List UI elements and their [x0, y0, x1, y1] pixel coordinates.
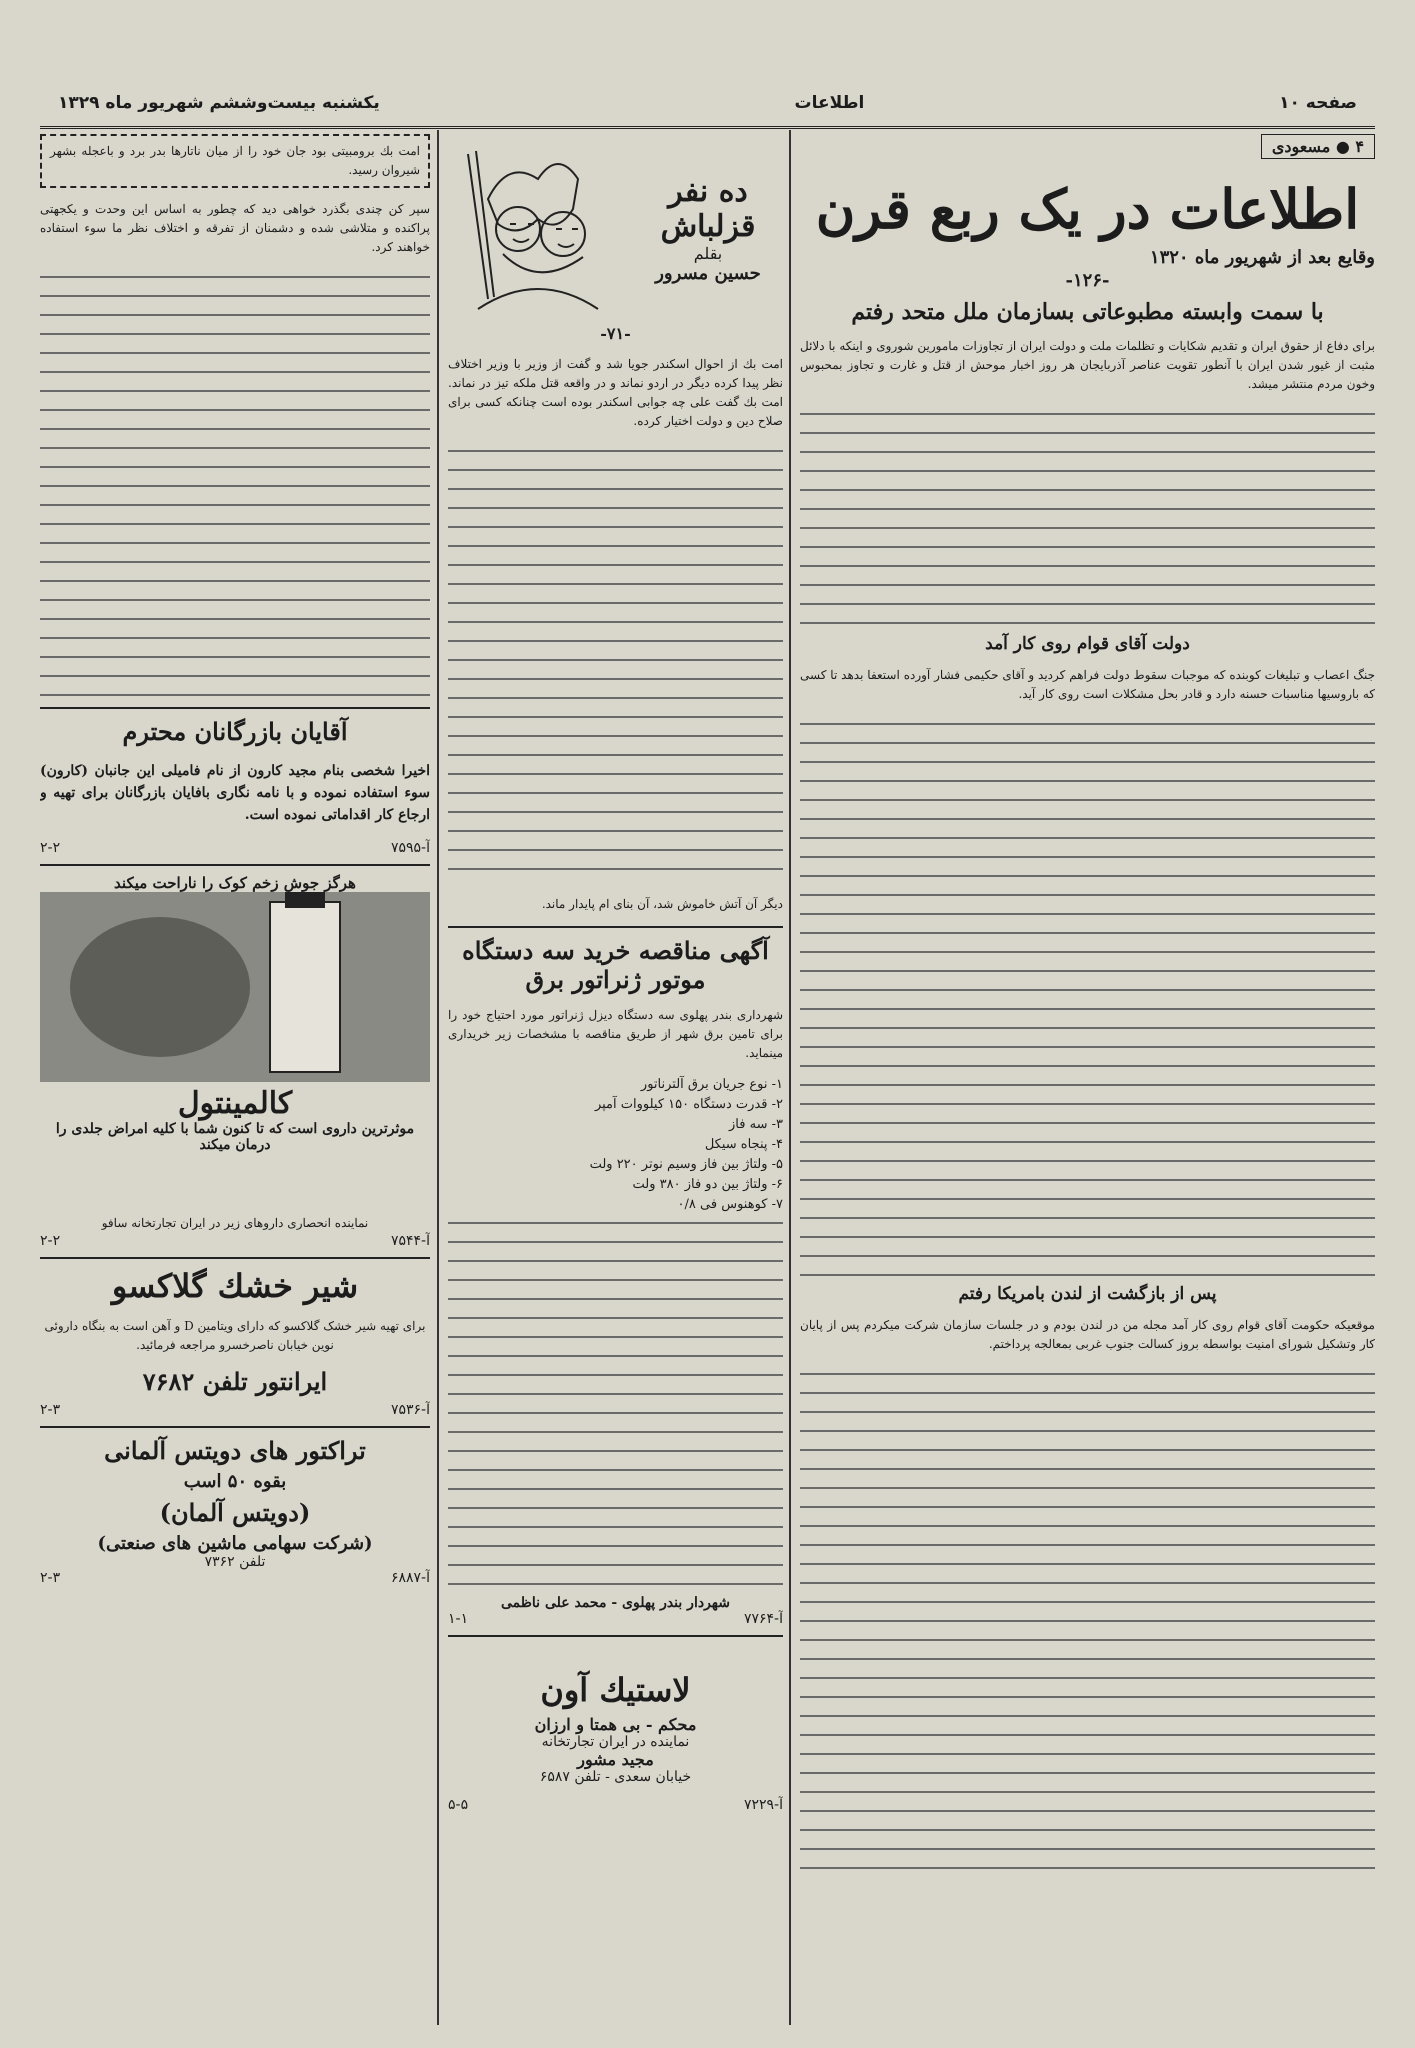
- ad-code-b: ۲-۳: [40, 1402, 61, 1418]
- page-number: صفحه ۱۰: [1279, 93, 1357, 113]
- ad-code-b: ۲-۲: [40, 840, 61, 856]
- middle-column: [448, 134, 783, 2025]
- calmine-ad: [40, 874, 430, 1214]
- lastic-ad: [448, 1645, 783, 1813]
- ad-code: [40, 1570, 430, 1586]
- ad-code: [448, 1611, 783, 1627]
- issue-date: یکشنبه بیست‌وششم شهریور ماه ۱۳۲۹: [58, 93, 380, 113]
- calmine-illustration-icon: [40, 892, 430, 1082]
- ad-code-a: آ-۶۸۸۷: [390, 1570, 430, 1586]
- ad-code-a: آ-۷۵۹۵: [390, 840, 430, 856]
- calmine-slogan: موثرترین داروی است که تا کنون شما با کلیه امراض جلدی را درمان میکند: [55, 1121, 415, 1153]
- lastic-line3: مجید مشور: [577, 1750, 654, 1769]
- list-item: ۵- ولتاژ بین فاز وسیم نوتر ۲۲۰ ولت: [589, 1157, 783, 1172]
- calmine-brand: کالمینتول: [177, 1086, 293, 1121]
- newspaper-page: [40, 80, 1375, 2035]
- article-continuation: [800, 716, 1375, 1276]
- merchant-notice: [40, 717, 430, 856]
- column-rule: [437, 130, 439, 2025]
- article-body-3: موقعیکه حکومت آقای قوام روی کار آمد مجله من در لندن بودم و در جلسات سازمان شرکت میکردم پس از پایان کار وتشکیل شورای امنیت بواسطه بروز کسالت جنوب غربی بمعالجه پرداختم.: [800, 1318, 1375, 1351]
- milk-phone: ایرانتور تلفن ۷۶۸۲: [142, 1367, 328, 1396]
- page-header: [40, 80, 1375, 129]
- column-rule: [789, 130, 791, 2025]
- subhead-2: دولت آقای قوام روی کار آمد: [985, 634, 1190, 654]
- lastic-line4: خیابان سعدی - تلفن ۶۵۸۷: [539, 1769, 692, 1785]
- ad-code-b: ۱-۱: [448, 1611, 469, 1627]
- paper-name: اطلاعات: [794, 93, 865, 113]
- list-item: ۱- نوع جریان برق آلترناتور: [640, 1077, 783, 1092]
- episode-number: -۷۱-: [600, 324, 631, 343]
- tractor-power: بقوه ۵۰ اسب: [183, 1471, 287, 1492]
- author-name: حسین مسرور: [655, 263, 761, 284]
- ad-code: [40, 1233, 430, 1249]
- ad-code-b: ۲-۲: [40, 1233, 61, 1249]
- story-continuation: [40, 269, 430, 699]
- ad-code-b: ۵-۵: [448, 1797, 469, 1813]
- story-text-left: سپر کن چندی بگذرد خواهی دید که چطور به اساس این وحدت و یکجهتی پراکنده و متلاشی شده و دشمنان از تفرقه و اختلاف نظر ما سوء استفاده خواهند کرد.: [40, 202, 430, 254]
- article-body-1: برای دفاع از حقوق ایران و تقدیم شکایات و تظلمات ملت و دولت ایران از تجاوزات مامورین شوروی و اینکه با دلائل مثبت از غیور شدن ایران با آنطور تقویت عناصر آذربایجان هر روز اخبار موحش از قتل و غارت و تجاوز بمحبوس وخون مردم منتشر میشد.: [800, 339, 1375, 391]
- ad-code: [40, 1402, 430, 1418]
- milk-ad: [40, 1267, 430, 1418]
- intro-box: امت بك برومبیتی بود جان خود را از میان ناتارها بدر برد و باعجله بشهر شیروان رسید.: [40, 134, 430, 188]
- list-item: ۴- پنجاه سیکل: [704, 1137, 783, 1152]
- events-line: وقایع بعد از شهریور ماه ۱۳۲۰: [1149, 247, 1375, 268]
- tractor-company: (شرکت سهامی ماشین های صنعتی): [97, 1533, 373, 1554]
- tractor-brand: (دویتس آلمان): [159, 1498, 311, 1527]
- milk-title: شیر خشك گلاکسو: [111, 1267, 359, 1305]
- warriors-illustration-icon: [448, 139, 618, 319]
- ad-code-a: آ-۷۷۶۴: [743, 1611, 783, 1627]
- tender-title: آگهی مناقصه خرید سه دستگاه موتور ژنراتور برق: [462, 936, 769, 994]
- tractor-title: تراکتور های دویتس آلمانی: [104, 1436, 366, 1465]
- lastic-title: لاستیك آون: [540, 1671, 691, 1709]
- article-continuation: [800, 1366, 1375, 1886]
- tender-intro: شهرداری بندر پهلوی سه دستگاه دیزل ژنراتور مورد احتیاج خود را برای تامین برق شهر از طریق مناقصه با مشخصات زیر خریداری مینماید.: [448, 1008, 783, 1060]
- tender-ad: [448, 936, 783, 1627]
- story-end: دیگر آن آتش خاموش شد، آن بنای ام پایدار ماند.: [541, 897, 783, 911]
- author-label: بقلم: [693, 244, 723, 263]
- serial-title: ده نفر قزلباش: [660, 174, 756, 244]
- ad-code-b: ۲-۳: [40, 1570, 61, 1586]
- article-continuation: [800, 406, 1375, 626]
- serial-tag: ۴ ● مسعودی: [1261, 134, 1375, 159]
- issue-number: -۱۲۶-: [1065, 270, 1110, 291]
- ad-code-a: آ-۷۵۳۶: [390, 1402, 430, 1418]
- headline-1: با سمت وابسته مطبوعاتی بسازمان ملل متحد رفتم: [851, 299, 1324, 325]
- ad-code: [40, 840, 430, 856]
- masthead: اطلاعات در یک ربع قرن: [815, 177, 1360, 241]
- list-item: ۶- ولتاژ بین دو فاز ۳۸۰ ولت: [632, 1177, 783, 1192]
- tender-signature: شهردار بندر پهلوی - محمد علی ناظمی: [501, 1595, 730, 1611]
- story-text: امت بك از احوال اسکندر جویا شد و گفت از وزیر با وزیر اختلاف نظر پیدا کرده دیگر در اردو نماند و در واقعه قتل ملکه تیز در نماند. امت بك گفت علی چه جوابی اسکندر بوده است چنانکه کسی برای صلاح دین و دولت اختیار کرده.: [448, 357, 783, 428]
- serial-banner: [448, 134, 783, 324]
- notice-text: اخیرا شخصی بنام مجید کارون از نام فامیلی این جانبان (کارون) سوء استفاده نموده و با نامه نگاری بافایان بازرگانان برای تهیه و ارجاع کار اقداماتی نموده است.: [40, 763, 430, 823]
- list-item: ۷- کوهنوس فی ۰/۸: [677, 1197, 783, 1212]
- lastic-line1: محکم - بی همتا و ارزان: [534, 1715, 697, 1734]
- lastic-line2: نماینده در ایران تجارتخانه: [541, 1734, 690, 1750]
- article-body-2: جنگ اعصاب و تبلیغات کوبنده که موجبات سقوط دولت فراهم کردید و آقای حکیمی فشار آورده استعفا بدهد تا کسی که باروسیها مناسبات حسنه دارد و قادر بحل مشکلات است روی کار آید.: [800, 668, 1375, 701]
- tender-continuation: [448, 1215, 783, 1595]
- ad-code: [448, 1797, 783, 1813]
- ad-code-a: آ-۷۲۲۹: [743, 1797, 783, 1813]
- milk-text: برای تهیه شیر خشک گلاکسو که دارای ویتامین D و آهن است به بنگاه داروئی نوین خیابان ناصرخسرو مراجعه فرمائید.: [44, 1319, 426, 1352]
- right-column: [800, 134, 1375, 2025]
- calmine-rep: نماینده انحصاری داروهای زیر در ایران تجارتخانه سافو: [101, 1216, 369, 1230]
- tender-items: [448, 1075, 783, 1215]
- tractor-phone: تلفن ۷۳۶۲: [204, 1554, 266, 1570]
- left-column: [40, 134, 430, 2025]
- calmine-tagline: هرگز جوش زخم کوک را ناراحت میکند: [114, 874, 356, 892]
- tractor-ad: [40, 1436, 430, 1586]
- subhead-3: پس از بازگشت از لندن بامریکا رفتم: [958, 1284, 1217, 1304]
- list-item: ۲- قدرت دستگاه ۱۵۰ کیلووات آمپر: [594, 1097, 783, 1112]
- list-item: ۳- سه فاز: [729, 1117, 783, 1132]
- story-continuation: [448, 443, 783, 883]
- notice-title: آقایان بازرگانان محترم: [122, 717, 348, 746]
- ad-code-a: آ-۷۵۴۴: [390, 1233, 430, 1249]
